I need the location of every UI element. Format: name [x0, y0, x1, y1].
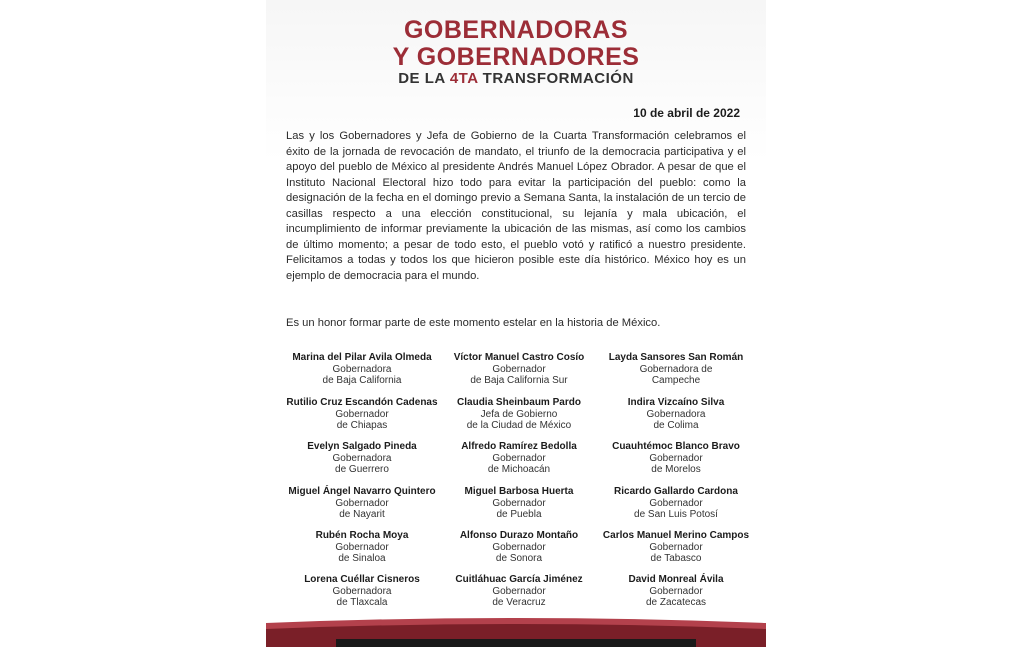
signatory-name: Evelyn Salgado Pineda	[307, 441, 417, 452]
signatory-name: Layda Sansores San Román	[608, 352, 744, 363]
signatory	[591, 574, 761, 609]
signatory-role: Gobernador	[649, 585, 703, 597]
header-title-line1: GOBERNADORAS	[403, 16, 629, 44]
header-subtitle-suffix: TRANSFORMACIÓN	[477, 70, 634, 87]
document-date: 10 de abril de 2022	[633, 106, 740, 120]
signatory-name: Carlos Manuel Merino Campos	[602, 530, 750, 541]
signatory-name: Indira Vizcaíno Silva	[627, 397, 725, 408]
signatory	[591, 486, 761, 521]
signatory-role: Gobernador	[649, 541, 703, 553]
signatory-role: Gobernador	[492, 585, 546, 597]
signatory-state: de Baja California Sur	[470, 375, 568, 386]
signatory-role: Gobernador	[492, 363, 546, 375]
signatory-name: Cuauhtémoc Blanco Bravo	[612, 441, 740, 452]
signatory-name: Miguel Ángel Navarro Quintero	[288, 486, 436, 497]
signatory	[434, 486, 604, 521]
signatory	[591, 397, 761, 432]
signatory-name: Alfredo Ramírez Bedolla	[461, 441, 577, 452]
signatory	[277, 352, 447, 387]
signatory-role: Gobernador	[335, 497, 389, 509]
signatory-name: David Monreal Ávila	[628, 574, 724, 585]
signatory-name: Marina del Pilar Avila Olmeda	[292, 352, 432, 363]
signatory-name: Miguel Barbosa Huerta	[464, 486, 574, 497]
signatory-state: de la Ciudad de México	[466, 420, 572, 431]
header-subtitle-prefix: DE LA	[398, 70, 450, 87]
signatory-name: Ricardo Gallardo Cardona	[614, 486, 738, 497]
signatory-state: de Morelos	[651, 464, 701, 475]
signatory-role: Jefa de Gobierno	[480, 408, 558, 420]
signatory	[277, 530, 447, 565]
signatory-name: Claudia Sheinbaum Pardo	[457, 397, 581, 408]
signatory-state: de Zacatecas	[645, 597, 707, 608]
signatory-state: de Nayarit	[339, 509, 385, 520]
signatory-role: Gobernador	[335, 541, 389, 553]
signatory	[434, 574, 604, 609]
signatory-state: Campeche	[651, 375, 701, 386]
signatory	[434, 530, 604, 565]
signatory	[434, 352, 604, 387]
signatory-state: de Puebla	[496, 509, 542, 520]
signatory-role: Gobernadora	[646, 408, 706, 420]
header-subtitle-accent: 4TA	[449, 70, 478, 87]
signatory-state: de Sinaloa	[338, 553, 386, 564]
signatory	[434, 441, 604, 476]
signatory-role: Gobernadora	[332, 452, 392, 464]
header-title-line2: Y GOBERNADORES	[392, 43, 640, 71]
signatory-role: Gobernadora	[332, 363, 392, 375]
document-page	[266, 0, 766, 647]
signatory-state: de Sonora	[495, 553, 543, 564]
signatory-state: de San Luis Potosí	[634, 509, 718, 520]
statement-closing: Es un honor formar parte de este momento estelar en la historia de México.	[286, 317, 661, 329]
signatory	[591, 441, 761, 476]
signatory-state: de Chiapas	[336, 420, 388, 431]
signatory	[591, 352, 761, 387]
signatory	[277, 486, 447, 521]
signatory-role: Gobernador	[649, 497, 703, 509]
signatory-role: Gobernador	[492, 541, 546, 553]
signatory-name: Alfonso Durazo Montaño	[459, 530, 579, 541]
signatory-role: Gobernador	[649, 452, 703, 464]
header-subtitle	[266, 70, 766, 87]
signatory-name: Cuitláhuac García Jiménez	[455, 574, 583, 585]
signatory-state: de Guerrero	[335, 464, 389, 475]
statement-body: Las y los Gobernadores y Jefa de Gobierno de la Cuarta Transformación celebramos el éxito de la jornada de revocación de mandato, el triunfo de la democracia participativa y el apoyo del pueblo de México al presidente Andrés Manuel López Obrador. A pesar de que el Instituto Nacional Electoral hizo todo para evitar la participación del pueblo: como la designación de la fecha en el domingo previo a Semana Santa, la instalación de un tercio de casillas respecto a una elección constitucional, su lejanía y mala ubicación, el incumplimiento de informar previamente la ubicación de las mismas, así como los cambios de último momento; a pesar de todo esto, el pueblo votó y ratificó a nuestro presidente. Felicitamos a todas y todos los que hicieron posible este día histórico. México hoy es un ejemplo de democracia para el mundo.	[286, 130, 746, 282]
signatory-state: de Tlaxcala	[336, 597, 388, 608]
signatory	[277, 397, 447, 432]
signatory	[591, 530, 761, 565]
signatory-name: Rubén Rocha Moya	[315, 530, 409, 541]
signatory-state: de Tabasco	[650, 553, 702, 564]
signatory-role: Gobernador	[492, 497, 546, 509]
footer-bar	[336, 639, 696, 647]
signatory-state: de Michoacán	[487, 464, 551, 475]
footer-wave-decoration	[266, 613, 766, 647]
signatory-state: de Veracruz	[492, 597, 546, 608]
signatory	[277, 441, 447, 476]
signatory-state: de Colima	[653, 420, 699, 431]
signatory-name: Lorena Cuéllar Cisneros	[304, 574, 420, 585]
signatory-name: Rutilio Cruz Escandón Cadenas	[286, 397, 438, 408]
signatory-state: de Baja California	[322, 375, 402, 386]
signatory-role: Gobernador	[492, 452, 546, 464]
signatory-role: Gobernador	[335, 408, 389, 420]
signatory-name: Víctor Manuel Castro Cosío	[453, 352, 585, 363]
signatory-role: Gobernadora	[332, 585, 392, 597]
signatory	[434, 397, 604, 432]
signatory	[277, 574, 447, 609]
signatory-role: Gobernadora de	[639, 363, 713, 375]
